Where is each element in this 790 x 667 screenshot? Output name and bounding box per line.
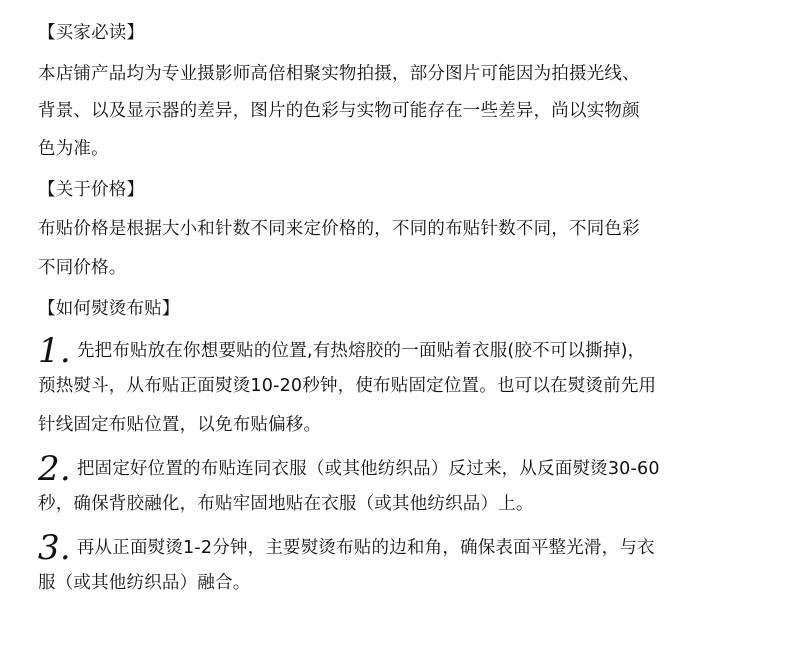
buyer-notice-heading: 【买家必读】 [38,23,145,43]
step-2-line-2: 秒，确保背胶融化，布贴牢固地贴在衣服（或其他纺织品）上。 [38,494,534,514]
step-2-number: 2. [38,449,71,489]
step-2-first-line [38,449,660,489]
step-3-first-line [38,528,655,568]
about-price-line-1: 布贴价格是根据大小和针数不同来定价格的，不同的布贴针数不同，不同色彩 [38,219,640,239]
buyer-notice-line-3: 色为准。 [38,139,109,159]
step-2-text: 把固定好位置的布贴连同衣服（或其他纺织品）反过来，从反面熨烫30-60 [76,459,660,479]
about-price-heading: 【关于价格】 [38,180,145,200]
buyer-notice-line-1: 本店铺产品均为专业摄影师高倍相聚实物拍摄，部分图片可能因为拍摄光线、 [38,64,640,84]
step-3-text: 再从正面熨烫1-2分钟，主要熨烫布贴的边和角，确保表面平整光滑，与衣 [76,538,655,558]
step-1-first-line [38,331,646,371]
step-1-line-3: 针线固定布贴位置，以免布贴偏移。 [38,415,322,435]
step-1-line-2: 预热熨斗，从布贴正面熨烫10-20秒钟，使布贴固定位置。也可以在熨烫前先用 [38,376,657,396]
how-to-iron-heading: 【如何熨烫布贴】 [38,299,180,319]
step-1-number: 1. [38,331,71,371]
step-3-line-2: 服（或其他纺织品）融合。 [38,573,251,593]
about-price-line-2: 不同价格。 [38,258,127,278]
buyer-notice-line-2: 背景、以及显示器的差异，图片的色彩与实物可能存在一些差异，尚以实物颜 [38,101,640,121]
step-1-text: 先把布贴放在你想要贴的位置,有热熔胶的一面贴着衣服(胶不可以撕掉)， [76,341,646,361]
step-3-number: 3. [38,528,71,568]
